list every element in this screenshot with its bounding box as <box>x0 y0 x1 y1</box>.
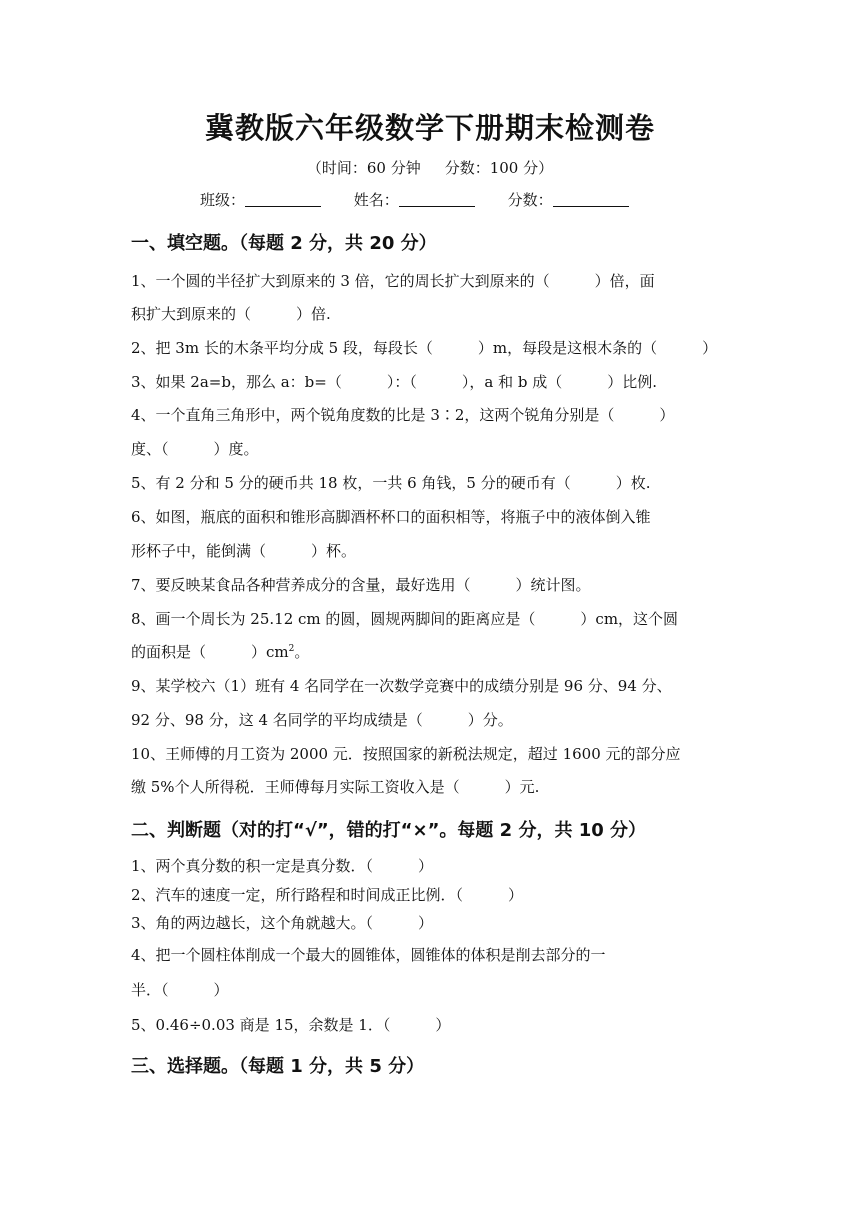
question-line: 7、要反映某食品各种营养成分的含量，最好选用（ ）统计图。 <box>131 576 591 594</box>
class-label: 班级： <box>200 191 246 209</box>
judgement-line: 4、把一个圆柱体削成一个最大的圆锥体，圆锥体的体积是削去部分的一 <box>131 946 606 964</box>
student-info-line <box>200 189 657 210</box>
judgement-line: 2、汽车的速度一定，所行路程和时间成正比例．（ ） <box>131 886 524 904</box>
question-line: 6、如图，瓶底的面积和锥形高脚酒杯杯口的面积相等，将瓶子中的液体倒入锥 <box>131 508 651 526</box>
question-line: 8、画一个周长为 25.12 cm 的圆，圆规两脚间的距离应是（ ）cm，这个圆 <box>131 610 679 628</box>
class-blank <box>245 192 321 207</box>
score-field <box>508 189 629 210</box>
time-info: （时间：60 分钟 <box>306 159 421 177</box>
judgement-line: 半．（ ） <box>131 981 229 999</box>
question-line <box>131 641 309 662</box>
question-line: 度、（ ）度。 <box>131 440 259 458</box>
period-mark: 。 <box>294 643 310 661</box>
score-blank <box>553 192 629 207</box>
judgement-line: 1、两个真分数的积一定是真分数．（ ） <box>131 857 434 875</box>
judgement-line: 5、0.46÷0.03 商是 15，余数是 1．（ ） <box>131 1016 451 1034</box>
question-text: 的面积是（ ）cm <box>131 643 289 661</box>
question-line: 1、一个圆的半径扩大到原来的 3 倍，它的周长扩大到原来的（ ）倍，面 <box>131 272 655 290</box>
name-field <box>354 189 475 210</box>
time-score-line <box>0 157 860 178</box>
page-title: 冀教版六年级数学下册期末检测卷 <box>204 111 655 145</box>
question-line: 2、把 3m 长的木条平均分成 5 段，每段长（ ）m，每段是这根木条的（ ） <box>131 339 718 357</box>
judgement-line: 3、角的两边越长，这个角就越大。（ ） <box>131 914 434 932</box>
question-line: 92 分、98 分，这 4 名同学的平均成绩是（ ）分。 <box>131 711 513 729</box>
name-label: 姓名： <box>353 191 399 209</box>
section1-heading: 一、填空题。（每题 2 分，共 20 分） <box>131 233 437 254</box>
question-line: 10、王师傅的月工资为 2000 元．按照国家的新税法规定，超过 1600 元的部分应 <box>131 745 681 763</box>
class-field <box>200 189 321 210</box>
total-score-info: 分数：100 分） <box>444 159 554 177</box>
question-line: 形杯子中，能倒满（ ）杯。 <box>131 542 357 560</box>
question-line: 5、有 2 分和 5 分的硬币共 18 枚，一共 6 角钱，5 分的硬币有（ ）枚. <box>131 474 651 492</box>
section3-heading: 三、选择题。（每题 1 分，共 5 分） <box>131 1056 425 1077</box>
question-line: 4、一个直角三角形中，两个锐角度数的比是 3∶2，这两个锐角分别是（ ） <box>131 406 675 424</box>
question-line: 缴 5%个人所得税．王师傅每月实际工资收入是（ ）元. <box>131 778 540 796</box>
section2-heading: 二、判断题（对的打“√”，错的打“×”。每题 2 分，共 10 分） <box>131 820 647 841</box>
score-label: 分数： <box>507 191 553 209</box>
question-line: 积扩大到原来的（ ）倍. <box>131 305 331 323</box>
name-blank <box>399 192 475 207</box>
question-line: 9、某学校六（1）班有 4 名同学在一次数学竞赛中的成绩分别是 96 分、94 分、 <box>131 677 672 695</box>
superscript-2: 2 <box>288 644 295 654</box>
question-line: 3、如果 2a=b，那么 a：b=（ ）：（ ），a 和 b 成（ ）比例. <box>131 373 657 391</box>
